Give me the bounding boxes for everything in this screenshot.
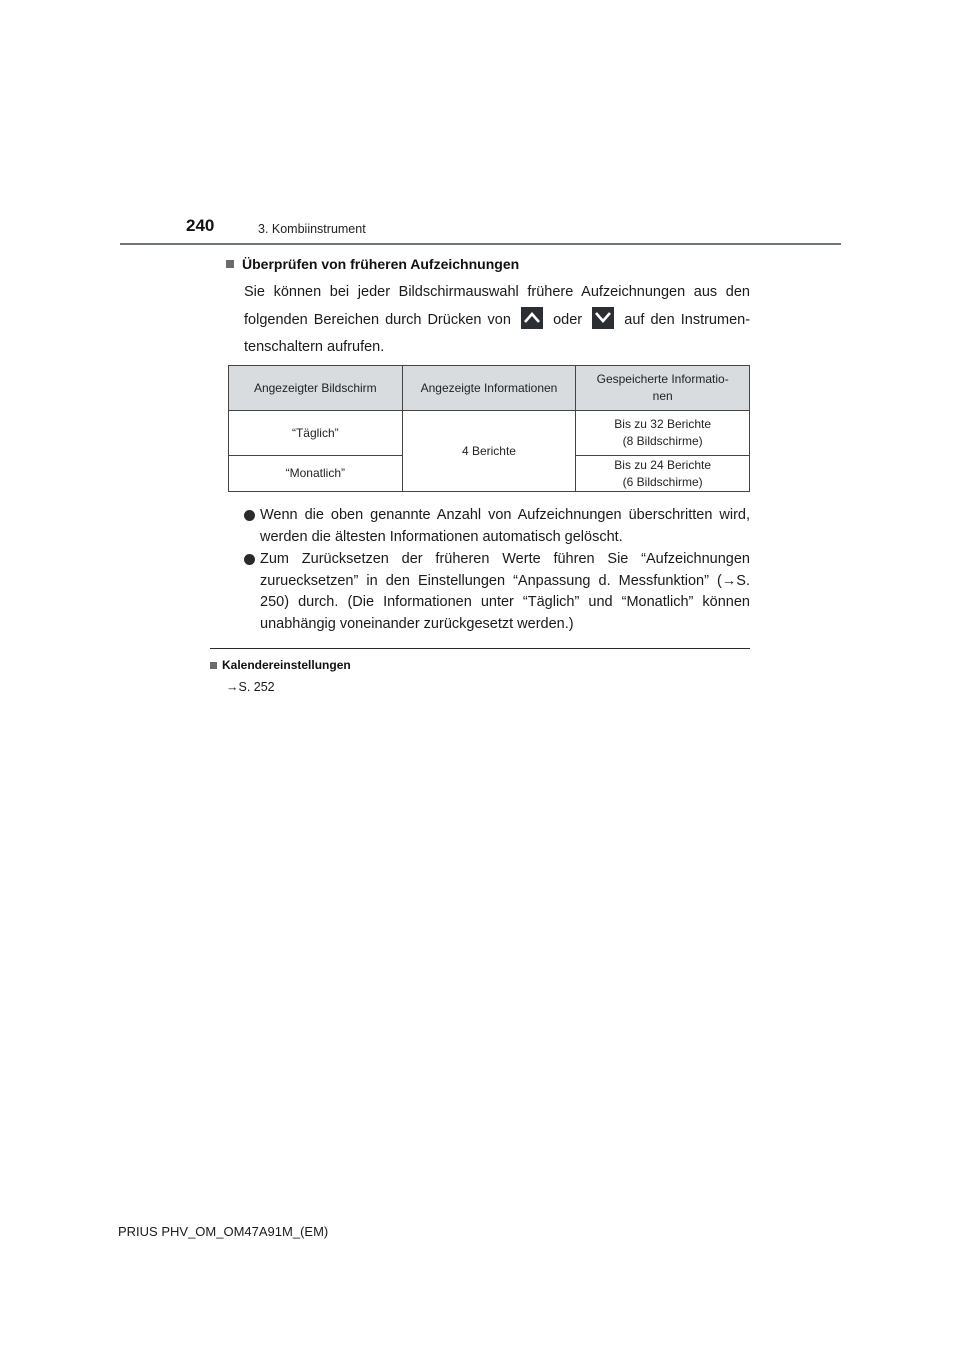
intro-text-part2: auf den Instrumentenschaltern aufrufen. <box>244 311 751 355</box>
chevron-down-icon <box>592 307 614 329</box>
cell-text-line: Bis zu 24 Berichte <box>614 457 712 472</box>
table-header-cell <box>576 366 750 411</box>
records-table <box>228 365 750 492</box>
table-header-row <box>229 366 750 411</box>
footer-doc-id: PRIUS PHV_OM_OM47A91M_(EM) <box>118 1224 329 1239</box>
cell-text-line: (6 Bildschirme) <box>622 474 703 489</box>
section-divider <box>210 648 750 649</box>
list-item-text: Wenn die oben genannte Anzahl von Aufzeichnungen überschritten wird, werden die ältesten Informationen automatisch gelöscht. <box>260 507 750 545</box>
table-cell: “Monatlich” <box>229 456 403 492</box>
subsection-heading <box>210 658 351 672</box>
page-number: 240 <box>186 216 215 235</box>
intro-text-oder: oder <box>553 311 583 328</box>
bullet-dot-icon <box>244 510 255 521</box>
intro-text-part1: Sie können bei jeder Bildschirmauswahl frühere Aufzeichnungen aus den folgenden Bereichen durch Drücken von <box>244 284 750 328</box>
header-text-line: Gespeicherte Informatio- <box>596 372 729 386</box>
square-bullet-icon <box>226 260 234 268</box>
table-header-cell: Angezeigte Informationen <box>402 366 576 411</box>
table-cell <box>576 456 750 492</box>
header-text-line: nen <box>652 389 673 403</box>
cell-text-line: Bis zu 32 Berichte <box>614 417 712 431</box>
page-reference: →S. 252 <box>226 680 275 694</box>
intro-paragraph <box>244 279 750 362</box>
square-bullet-icon <box>210 662 217 669</box>
cell-text-line: (8 Bildschirme) <box>622 434 703 448</box>
list-item <box>244 549 750 635</box>
header-divider <box>120 243 841 245</box>
list-item-text: Zum Zurücksetzen der früheren Werte führen Sie “Aufzeichnungen zuruecksetzen” in den Einstellungen “Anpassung d. Messfunktion” (→S. 250) durch. (Die Informationen unter “Täglich” und “Monatlich” können unabhängig voneinander zurückgesetzt werden.) <box>260 551 750 632</box>
list-item <box>244 505 750 548</box>
chevron-up-icon <box>521 307 543 329</box>
bullet-dot-icon <box>244 554 255 565</box>
section-heading <box>226 256 519 272</box>
table-cell-shared: 4 Berichte <box>402 411 576 492</box>
chapter-title: 3. Kombiinstrument <box>258 222 366 236</box>
table-row <box>229 411 750 456</box>
table-cell <box>576 411 750 456</box>
table-header-cell: Angezeigter Bildschirm <box>229 366 403 411</box>
section-heading-text: Überprüfen von früheren Aufzeichnungen <box>242 256 520 272</box>
table-cell: “Täglich” <box>229 411 403 456</box>
bullet-list <box>244 505 750 636</box>
subsection-heading-text: Kalendereinstellungen <box>222 658 351 672</box>
